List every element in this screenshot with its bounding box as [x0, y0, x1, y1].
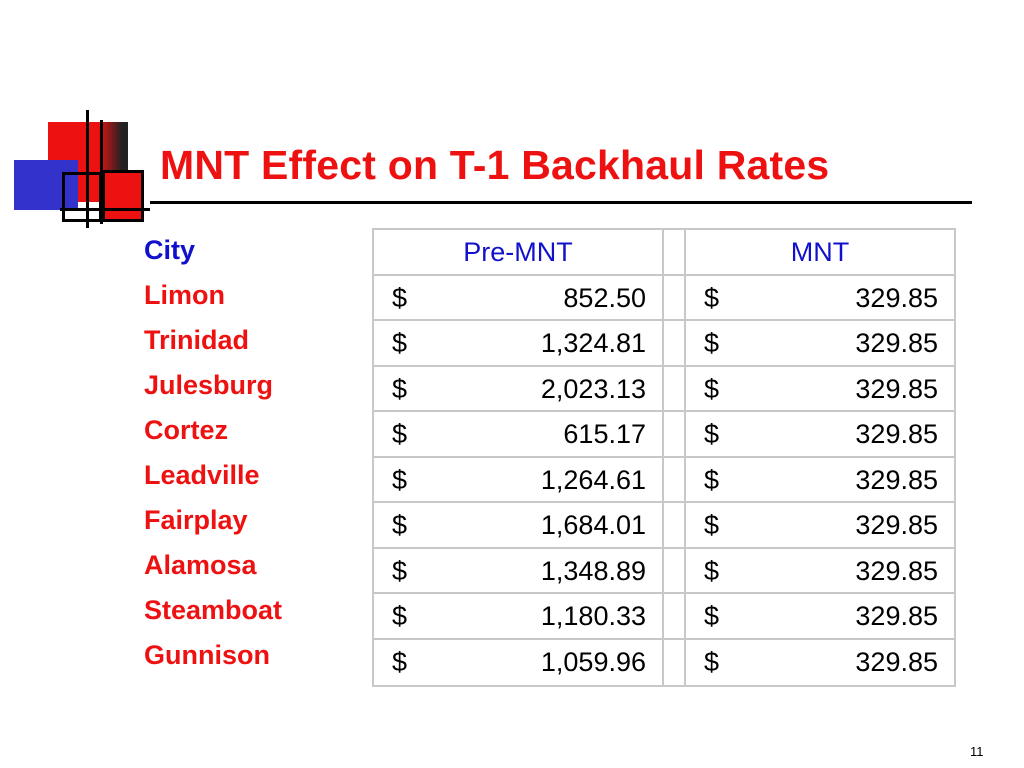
column-spacer: [664, 230, 686, 274]
currency-symbol: $: [704, 601, 720, 631]
column-spacer: [664, 276, 686, 320]
table-row: [374, 503, 954, 549]
logo-small-red-square: [102, 170, 144, 222]
city-name: Fairplay: [144, 505, 248, 535]
currency-symbol: $: [392, 464, 408, 495]
amount-value: 329.85: [855, 646, 938, 677]
currency-symbol: $: [392, 328, 408, 358]
table-row: [374, 549, 954, 595]
city-name: Alamosa: [144, 550, 257, 580]
column-spacer: [664, 549, 686, 593]
amount-value: 1,684.01: [540, 510, 646, 540]
currency-symbol: $: [392, 510, 408, 540]
currency-symbol: $: [704, 373, 720, 404]
amount-value: 329.85: [855, 328, 938, 358]
amount-value: 329.85: [855, 601, 938, 631]
logo-outline-square: [62, 172, 102, 222]
pre-mnt-cell: [374, 412, 664, 456]
amount-value: 1,324.81: [540, 328, 646, 358]
header-pre-mnt: Pre-MNT: [374, 230, 664, 274]
mnt-cell: [686, 458, 954, 502]
table-row: [374, 458, 954, 504]
amount-value: 329.85: [855, 510, 938, 540]
rates-table: [372, 228, 956, 687]
pre-mnt-cell: [374, 276, 664, 320]
title-divider: [150, 201, 972, 204]
amount-value: 1,264.61: [540, 464, 646, 495]
currency-symbol: $: [704, 419, 720, 449]
city-list: [144, 228, 282, 678]
pre-mnt-cell: [374, 549, 664, 593]
city-name: Cortez: [144, 415, 229, 445]
mnt-cell: [686, 640, 954, 686]
city-column-header: City: [144, 235, 196, 265]
pre-mnt-cell: [374, 594, 664, 638]
city-name: Limon: [144, 280, 225, 310]
mnt-cell: [686, 276, 954, 320]
amount-value: 1,348.89: [540, 555, 646, 586]
slide-logo-graphic: [0, 0, 160, 240]
currency-symbol: $: [704, 555, 720, 586]
slide-title: MNT Effect on T-1 Backhaul Rates: [160, 142, 830, 188]
table-row: [374, 640, 954, 686]
currency-symbol: $: [704, 464, 720, 495]
table-row: [374, 321, 954, 367]
column-spacer: [664, 412, 686, 456]
table-row: [374, 412, 954, 458]
table-row: [374, 594, 954, 640]
mnt-cell: [686, 321, 954, 365]
page-number: 11: [970, 744, 984, 759]
city-name: Gunnison: [144, 640, 270, 670]
currency-symbol: $: [392, 419, 408, 449]
table-row: [374, 276, 954, 322]
column-spacer: [664, 594, 686, 638]
table-row: [374, 367, 954, 413]
mnt-cell: [686, 594, 954, 638]
city-name: Julesburg: [144, 370, 274, 400]
column-spacer: [664, 367, 686, 411]
column-spacer: [664, 458, 686, 502]
amount-value: 329.85: [855, 555, 938, 586]
city-name: Steamboat: [144, 595, 283, 625]
currency-symbol: $: [392, 373, 408, 404]
city-name: Trinidad: [144, 325, 250, 355]
mnt-cell: [686, 503, 954, 547]
pre-mnt-cell: [374, 367, 664, 411]
pre-mnt-cell: [374, 458, 664, 502]
amount-value: 329.85: [855, 464, 938, 495]
currency-symbol: $: [392, 282, 408, 313]
currency-symbol: $: [704, 282, 720, 313]
amount-value: 1,180.33: [540, 601, 646, 631]
amount-value: 1,059.96: [540, 646, 646, 677]
currency-symbol: $: [704, 646, 720, 677]
mnt-cell: [686, 412, 954, 456]
amount-value: 329.85: [855, 373, 938, 404]
table-header-row: [374, 230, 954, 276]
mnt-cell: [686, 367, 954, 411]
amount-value: 329.85: [855, 419, 938, 449]
currency-symbol: $: [704, 510, 720, 540]
amount-value: 852.50: [563, 282, 646, 313]
column-spacer: [664, 503, 686, 547]
pre-mnt-cell: [374, 321, 664, 365]
pre-mnt-cell: [374, 503, 664, 547]
currency-symbol: $: [392, 646, 408, 677]
currency-symbol: $: [392, 601, 408, 631]
mnt-cell: [686, 549, 954, 593]
column-spacer: [664, 321, 686, 365]
amount-value: 2,023.13: [540, 373, 646, 404]
logo-horizontal-line: [60, 208, 150, 211]
pre-mnt-cell: [374, 640, 664, 686]
header-mnt: MNT: [790, 237, 850, 267]
column-spacer: [664, 640, 686, 686]
city-name: Leadville: [144, 460, 260, 490]
amount-value: 329.85: [855, 282, 938, 313]
currency-symbol: $: [392, 555, 408, 586]
currency-symbol: $: [704, 328, 720, 358]
amount-value: 615.17: [563, 419, 646, 449]
